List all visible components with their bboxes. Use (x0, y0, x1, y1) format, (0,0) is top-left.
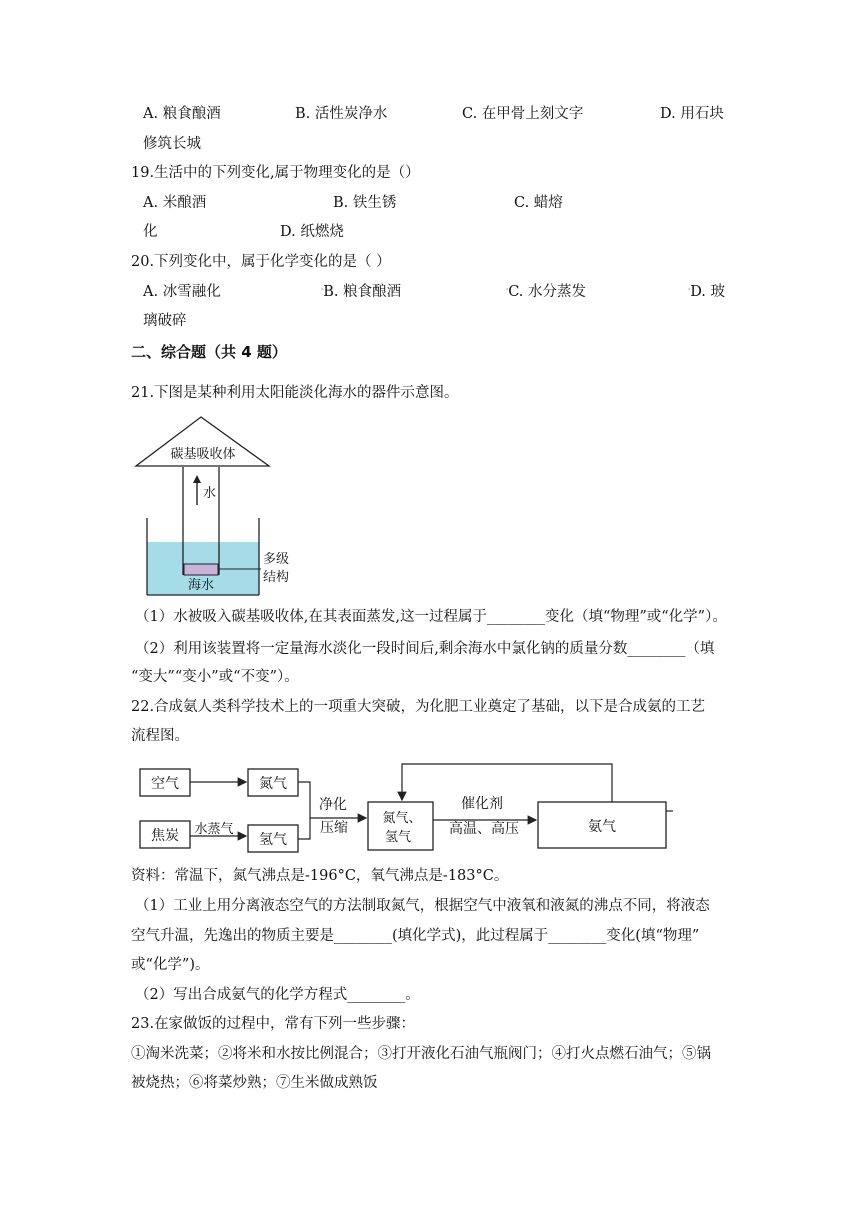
q22-sub1-line3: 或“化学”)。 (131, 957, 210, 973)
section-heading: 二、综合题（共 4 题） (131, 343, 287, 361)
seawater-label: 海水 (187, 578, 215, 593)
q21-sub1: （1）水被吸入碳基吸收体,在其表面蒸发,这一过程属于________变化（填“物理”或“化学”）。 (135, 609, 727, 625)
q19-option-c: C. 蜡熔 (514, 195, 563, 211)
multilevel-block (184, 564, 218, 575)
water-label: 水 (203, 486, 217, 501)
q18-option-d-wrap: 修筑长城 (143, 136, 201, 152)
multilevel-label-1: 多级 (263, 552, 290, 567)
q19-option-a: A. 米酿酒 (143, 195, 207, 211)
q19-option-c-wrap: 化 (143, 224, 158, 240)
label-nitrogen: 氮气 (259, 776, 287, 792)
q18-option-d: D. 用石块 (660, 106, 724, 122)
label-catalyst: 催化剂 (461, 796, 503, 812)
desalination-diagram (128, 412, 308, 598)
q22-stem-line1: 22.合成氨人类科学技术上的一项重大突破，为化肥工业奠定了基础，以下是合成氨的工艺 (131, 699, 706, 715)
label-ammonia: 氨气 (588, 819, 616, 835)
label-purify: 净化 (319, 797, 347, 813)
label-mixture-2: 氢气 (384, 830, 412, 845)
q22-stem-line2: 流程图。 (131, 728, 189, 744)
q19-stem: 19.生活中的下列变化,属于物理变化的是（） (131, 165, 420, 181)
q18-option-c: C. 在甲骨上刻文字 (462, 106, 584, 122)
q20-option-a: A. 冰雪融化 (143, 284, 221, 300)
q23-steps-line2: 被烧热；⑥将菜炒熟；⑦生米做成熟饭 (131, 1075, 378, 1091)
absorber-label: 碳基吸收体 (170, 447, 236, 462)
q20-option-b: 'B. 粮食酿酒 (321, 284, 402, 300)
label-hydrogen: 氢气 (259, 832, 287, 848)
q23-stem: 23.在家做饭的过程中，常有下列一些步骤： (131, 1016, 416, 1032)
q21-stem: 21.下图是某种利用太阳能淡化海水的器件示意图。 (131, 385, 459, 401)
q20-option-c: 'C. 水分蒸发 (506, 284, 586, 300)
q20-option-d: 'D. 玻 (688, 284, 726, 300)
q18-option-a: A. 粮食酿酒 (143, 106, 221, 122)
ammonia-flowchart (128, 758, 676, 858)
label-air: 空气 (151, 776, 179, 792)
label-mixture-1: 氮气、 (382, 811, 422, 826)
label-conditions: 高温、高压 (449, 821, 519, 837)
label-compress: 压缩 (320, 820, 348, 836)
q18-option-b: B. 活性炭净水 (295, 106, 388, 122)
q19-option-b: B. 铁生锈 (333, 195, 397, 211)
label-steam: 水蒸气 (194, 822, 234, 837)
recycle-line (402, 764, 612, 802)
q21-sub2-line2: “变大”“变小”或“不变”）。 (131, 669, 299, 685)
join-line (298, 782, 310, 839)
q21-sub2-line1: （2）利用该装置将一定量海水淡化一段时间后,剩余海水中氯化钠的质量分数________（填 (135, 641, 715, 657)
q22-sub1-line1: （1）工业上用分离液态空气的方法制取氮气，根据空气中液氧和液氮的沸点不同，将液态 (135, 898, 710, 914)
label-coke: 焦炭 (151, 828, 179, 844)
q22-info: 资料：常温下，氮气沸点是-196°C，氧气沸点是-183°C。 (131, 868, 509, 884)
q23-steps-line1: ①淘米洗菜；②将米和水按比例混合；③打开液化石油气瓶阀门；④打火点燃石油气；⑤锅 (131, 1046, 711, 1062)
water-arrow-head (193, 475, 201, 483)
q20-option-d-wrap: 璃破碎 (143, 313, 187, 329)
multilevel-label-2: 结构 (263, 570, 290, 585)
q22-sub2: （2）写出合成氨气的化学方程式________。 (135, 987, 420, 1003)
q20-stem: 20.下列变化中，属于化学变化的是（ ） (131, 254, 391, 270)
q19-option-d: D. 纸燃烧 (280, 224, 344, 240)
q22-sub1-line2: 空气升温，先逸出的物质主要是________(填化学式)，此过程属于________变化(填“物理” (131, 928, 700, 944)
